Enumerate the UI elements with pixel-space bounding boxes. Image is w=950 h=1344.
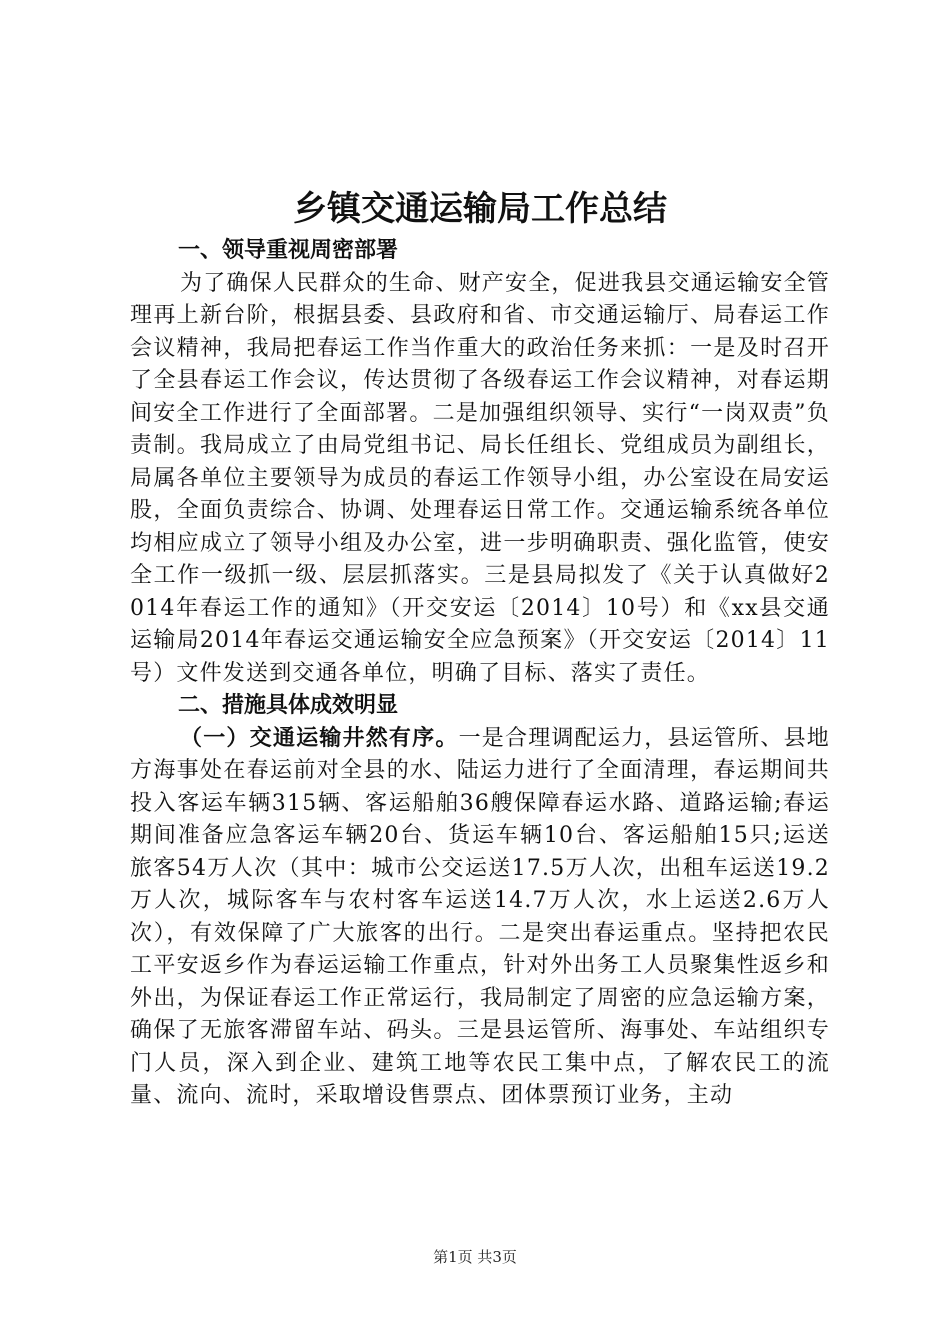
section-heading-1: 一、领导重视周密部署 [178,238,399,263]
document-page [130,185,830,1113]
paragraph-lead: （一）交通运输井然有序。 [180,725,459,751]
page-footer: 第1页 共3页 [433,1248,517,1266]
section-1-paragraph [130,268,830,691]
section-2-paragraph [130,723,830,1113]
paragraph-text: 为了确保人民群众的生命、财产安全，促进我县交通运输安全管理再上新台阶，根据县委、县政府和省、市交通运输厅、局春运工作会议精神，我局把春运工作当作重大的政治任务来抓：一是及时召开了全县春运工作会议，传达贯彻了各级春运工作会议精神，对春运期间安全工作进行了全面部署。二是加强组织领导、实行“一岗双责”负责制。我局成立了由局党组书记、局长任组长、党组成员为副组长，局属各单位主要领导为成员的春运工作领导小组，办公室设在局安运股，全面负责综合、协调、处理春运日常工作。交通运输系统各单位均相应成立了领导小组及办公室，进一步明确职责、强化监管，使安全工作一级抓一级、层层抓落实。三是县局拟发了《关于认真做好2014年春运工作的通知》（开交安运〔2014〕10号）和《xx县交通运输局2014年春运交通运输安全应急预案》（开交安运〔2014〕11号）文件发送到交通各单位，明确了目标、落实了责任。 [130,270,830,686]
paragraph-text: 一是合理调配运力，县运管所、县地方海事处在春运前对全县的水、陆运力进行了全面清理，春运期间共投入客运车辆315辆、客运船舶36艘保障春运水路、道路运输;春运期间准备应急客运车辆20台、货运车辆10台、客运船舶15只;运送旅客54万人次（其中：城市公交运送17.5万人次，出租车运送19.2万人次，城际客车与农村客车运送14.7万人次，水上运送2.6万人次），有效保障了广大旅客的出行。二是突出春运重点。坚持把农民工平安返乡作为春运运输工作重点，针对外出务工人员聚集性返乡和外出，为保证春运工作正常运行，我局制定了周密的应急运输方案，确保了无旅客滞留车站、码头。三是县运管所、海事处、车站组织专门人员，深入到企业、建筑工地等农民工集中点，了解农民工的流量、流向、流时，采取增设售票点、团体票预订业务，主动 [130,725,830,1108]
section-heading-2: 二、措施具体成效明显 [178,693,399,718]
document-title: 乡镇交通运输局工作总结 [293,189,667,229]
